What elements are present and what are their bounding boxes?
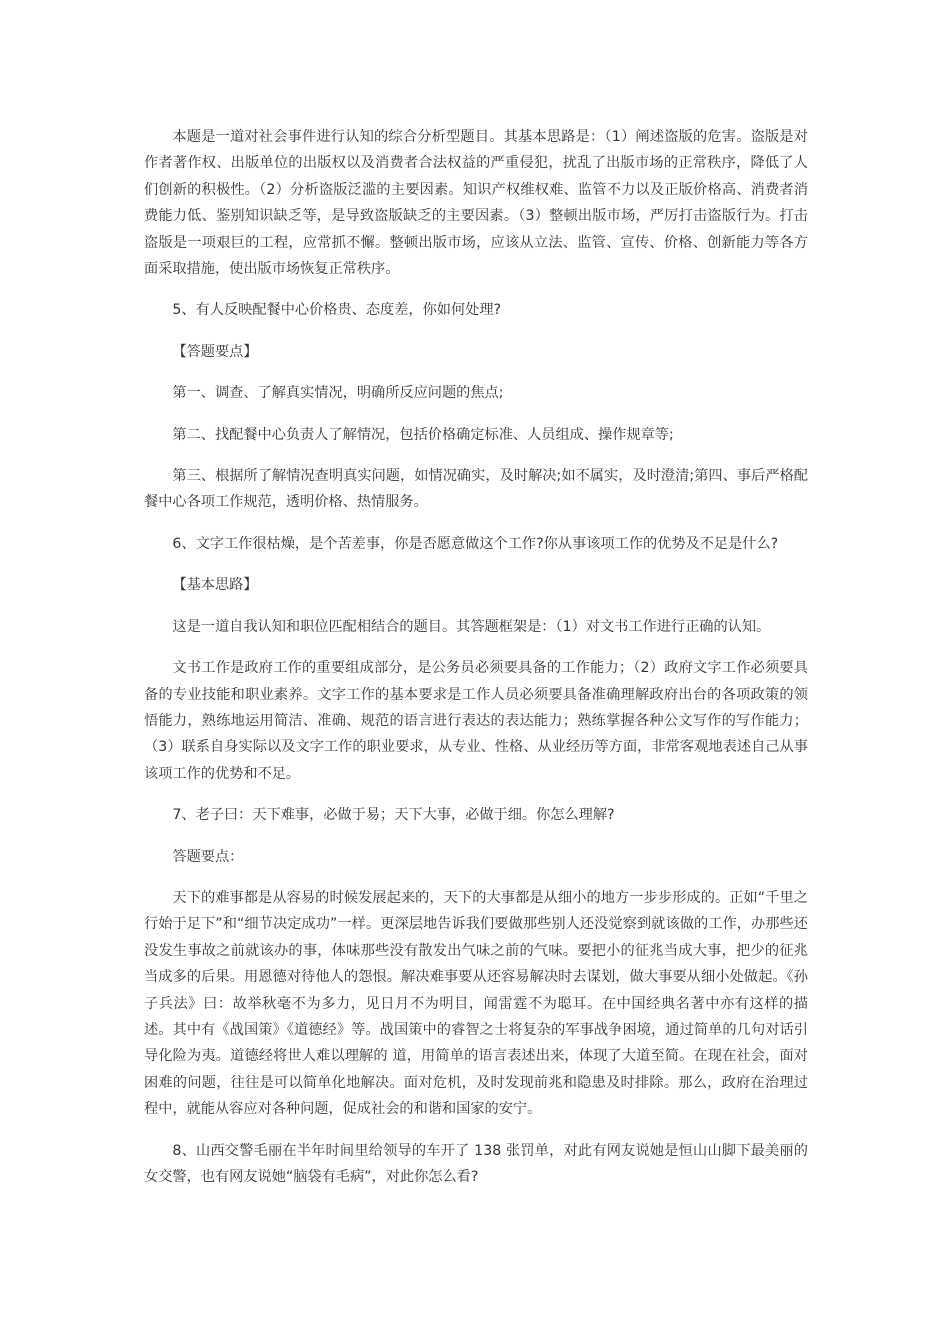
answer-heading-7: 答题要点： [172,848,244,865]
answer-point-2: 第二、找配餐中心负责人了解情况，包括价格确定标准、人员组成、操作规章等; [172,426,674,443]
question-7: 7、老子曰：天下难事，必做于易；天下大事，必做于细。你怎么理解? [172,807,615,824]
answer-point-3: 第三、根据所了解情况查明真实问题，如情况确实，及时解决;如不属实，及时澄清;第四、事后严格配餐中心各项工作规范，透明价格、热情服务。 [144,468,808,511]
question-5: 5、有人反映配餐中心价格贵、态度差，你如何处理? [172,302,502,319]
answer-6-intro: 这是一道自我认知和职位匹配相结合的题目。其答题框架是：（1）对文书工作进行正确的认知。 [172,618,771,635]
answer-6-body: 文书工作是政府工作的重要组成部分，是公务员必须要具备的工作能力；（2）政府文字工作必须要具备的专业技能和职业素养。文字工作的基本要求是工作人员必须要具备准确理解政府出台的各项政策的领悟能力，熟练地运用简洁、准确、规范的语言进行表达的表达能力；熟练掌握各种公文写作的写作能力；（3）联系自身实际以及文字工作的职业要求，从专业、性格、从业经历等方面，非常客观地表述自己从事该项工作的优势和不足。 [144,660,808,782]
answer-heading-5: 【答题要点】 [172,343,258,360]
paragraph-piracy-analysis: 本题是一道对社会事件进行认知的综合分析型题目。其基本思路是：（1）阐述盗版的危害。盗版是对作者著作权、出版单位的出版权以及消费者合法权益的严重侵犯，扰乱了出版市场的正常秩序，降低了人们创新的积极性。（2）分析盗版泛滥的主要因素。知识产权维权难、监管不力以及正版价格高、消费者消费能力低、鉴别知识缺乏等，是导致盗版缺乏的主要因素。（3）整顿出版市场，严厉打击盗版行为。打击盗版是一项艰巨的工程，应常抓不懈。整顿出版市场，应该从立法、监管、宣传、价格、创新能力等各方面采取措施，使出版市场恢复正常秩序。 [144,129,808,278]
answer-7-body: 天下的难事都是从容易的时候发展起来的，天下的大事都是从细小的地方一步步形成的。正如“千里之行始于足下”和“细节决定成功”一样。更深层地告诉我们要做那些别人还没觉察到就该做的工作，办那些还没发生事故之前就该办的事，体味那些没有散发出气味之前的气味。要把小的征兆当成大事，把少的征兆当成多的后果。用恩德对待他人的怨恨。解决难事要从还容易解决时去谋划，做大事要从细小处做起。《孙子兵法》曰：故举秋毫不为多力，见日月不为明目，闻雷霆不为聪耳。在中国经典名著中亦有这样的描述。其中有《战国策》《道德经》等。战国策中的睿智之士将复杂的军事战争困境，通过简单的几句对话引导化险为夷。道德经将世人难以理解的 道，用简单的语言表述出来，体现了大道至简。在现在社会，面对困难的问题，往往是可以简单化地解决。面对危机，及时发现前兆和隐患及时排除。那么，政府在治理过程中，就能从容应对各种问题，促成社会的和谐和国家的安宁。 [144,889,808,1118]
question-8: 8、山西交警毛丽在半年时间里给领导的车开了 138 张罚单，对此有网友说她是恒山山脚下最美丽的女交警，也有网友说她“脑袋有毛病”，对此你怎么看? [144,1142,808,1185]
document-body [144,124,808,1205]
answer-point-1: 第一、调查、了解真实情况，明确所反应问题的焦点; [172,385,504,402]
answer-heading-6: 【基本思路】 [172,577,258,594]
question-6: 6、文字工作很枯燥，是个苦差事，你是否愿意做这个工作?你从事该项工作的优势及不足是什么? [172,535,779,552]
